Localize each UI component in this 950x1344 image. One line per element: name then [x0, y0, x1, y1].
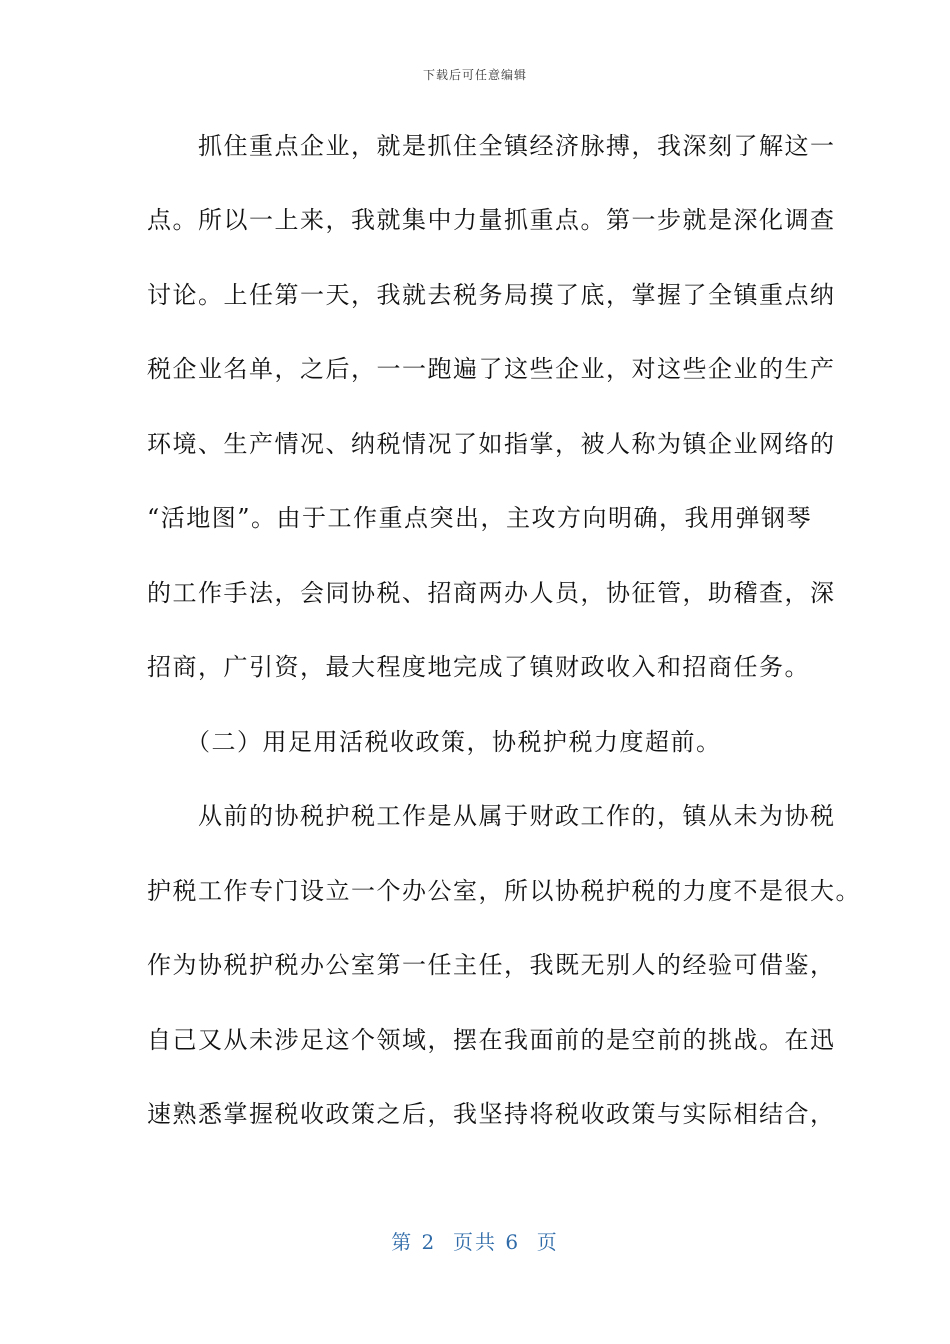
- text-line: 的工作手法，会同协税、招商两办人员，协征管，助稽查，深: [147, 579, 836, 607]
- text-line: 点。所以一上来，我就集中力量抓重点。第一步就是深化调查: [147, 206, 836, 234]
- text-line: 从前的协税护税工作是从属于财政工作的，镇从未为协税: [147, 802, 836, 830]
- text-line: “活地图”。由于工作重点突出，主攻方向明确，我用弹钢琴: [147, 504, 813, 532]
- text-line: 税企业名单，之后，一一跑遍了这些企业，对这些企业的生产: [147, 355, 836, 383]
- text-line: 护税工作专门设立一个办公室，所以协税护税的力度不是很大。: [147, 877, 861, 905]
- text-line: 作为协税护税办公室第一任主任，我既无别人的经验可借鉴，: [147, 951, 836, 979]
- section-heading: （二）用足用活税收政策，协税护税力度超前。: [147, 728, 722, 756]
- text-line: 讨论。上任第一天，我就去税务局摸了底，掌握了全镇重点纳: [147, 281, 836, 309]
- text-line: 自己又从未涉足这个领域，摆在我面前的是空前的挑战。在迅: [147, 1026, 836, 1054]
- text-line: 速熟悉掌握税收政策之后，我坚持将税收政策与实际相结合，: [147, 1100, 836, 1128]
- text-line: 抓住重点企业，就是抓住全镇经济脉搏，我深刻了解这一: [147, 132, 836, 160]
- text-line: 环境、生产情况、纳税情况了如指掌，被人称为镇企业网络的: [147, 430, 836, 458]
- page-header: 下载后可任意编辑: [422, 68, 527, 82]
- text-line: 招商，广引资，最大程度地完成了镇财政收入和招商任务。: [147, 653, 810, 681]
- page-number-footer: 第 2 页共 6 页: [391, 1230, 559, 1254]
